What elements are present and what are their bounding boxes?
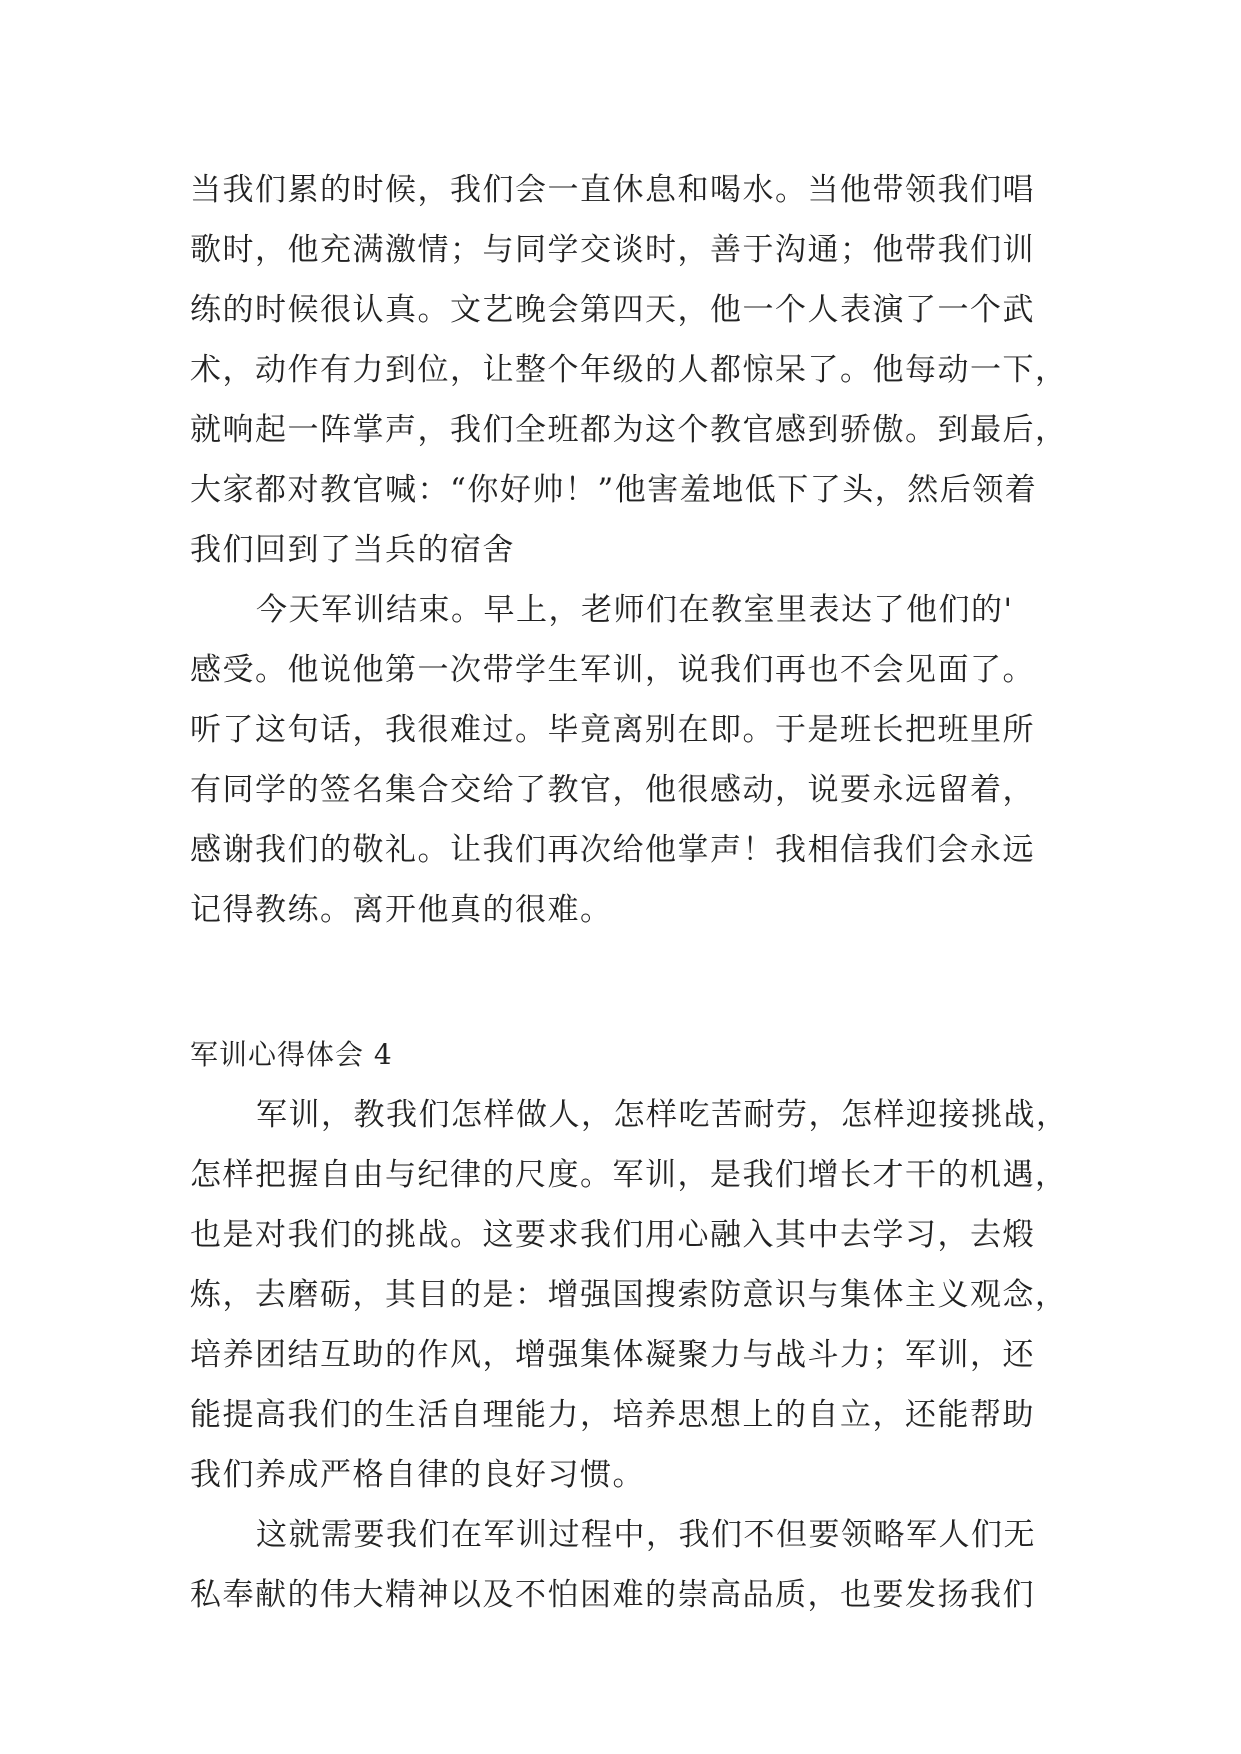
paragraph-block-4 xyxy=(190,1505,1070,1625)
text-line: 也是对我们的挑战。这要求我们用心融入其中去学习，去煅 xyxy=(190,1217,1035,1253)
text-line: 感谢我们的敬礼。让我们再次给他掌声！我相信我们会永远 xyxy=(190,832,1035,868)
text-line: 这就需要我们在军训过程中，我们不但要领略军人们无 xyxy=(256,1517,1036,1553)
paragraph-block-3 xyxy=(190,1085,1070,1505)
text-line: 感受。他说他第一次带学生军训，说我们再也不会见面了。 xyxy=(190,652,1035,688)
paragraph-block-2 xyxy=(190,580,1070,940)
section-heading: 军训心得体会 4 xyxy=(190,1038,393,1071)
text-line: 歌时，他充满激情；与同学交谈时，善于沟通；他带我们训 xyxy=(190,232,1035,268)
section-spacer xyxy=(190,940,1070,1025)
text-line: 能提高我们的生活自理能力，培养思想上的自立，还能帮助 xyxy=(190,1397,1035,1433)
paragraph-block-1 xyxy=(190,160,1070,580)
text-line: 军训，教我们怎样做人，怎样吃苦耐劳，怎样迎接挑战， xyxy=(256,1097,1069,1133)
text-line: 练的时候很认真。文艺晚会第四天，他一个人表演了一个武 xyxy=(190,292,1035,328)
text-line: 听了这句话，我很难过。毕竟离别在即。于是班长把班里所 xyxy=(190,712,1035,748)
text-line: 炼，去磨砺，其目的是：增强国搜索防意识与集体主义观念， xyxy=(190,1277,1068,1313)
text-line: 记得教练。离开他真的很难。 xyxy=(190,892,613,928)
text-line: 大家都对教官喊：“你好帅！”他害羞地低下了头，然后领着 xyxy=(190,472,1038,508)
text-line: 私奉献的伟大精神以及不怕困难的崇高品质，也要发扬我们 xyxy=(190,1577,1035,1613)
text-line: 术，动作有力到位，让整个年级的人都惊呆了。他每动一下， xyxy=(190,352,1068,388)
text-line: 有同学的签名集合交给了教官，他很感动，说要永远留着， xyxy=(190,772,1035,808)
text-line: 就响起一阵掌声，我们全班都为这个教官感到骄傲。到最后， xyxy=(190,412,1068,448)
text-line: 今天军训结束。早上，老师们在教室里表达了他们的' xyxy=(256,592,1014,628)
text-line: 培养团结互助的作风，增强集体凝聚力与战斗力；军训，还 xyxy=(190,1337,1035,1373)
document-body xyxy=(190,160,1070,1625)
text-line: 当我们累的时候，我们会一直休息和喝水。当他带领我们唱 xyxy=(190,172,1035,208)
text-line: 我们养成严格自律的良好习惯。 xyxy=(190,1457,645,1493)
text-line: 我们回到了当兵的宿舍 xyxy=(190,532,515,568)
text-line: 怎样把握自由与纪律的尺度。军训，是我们增长才干的机遇， xyxy=(190,1157,1068,1193)
